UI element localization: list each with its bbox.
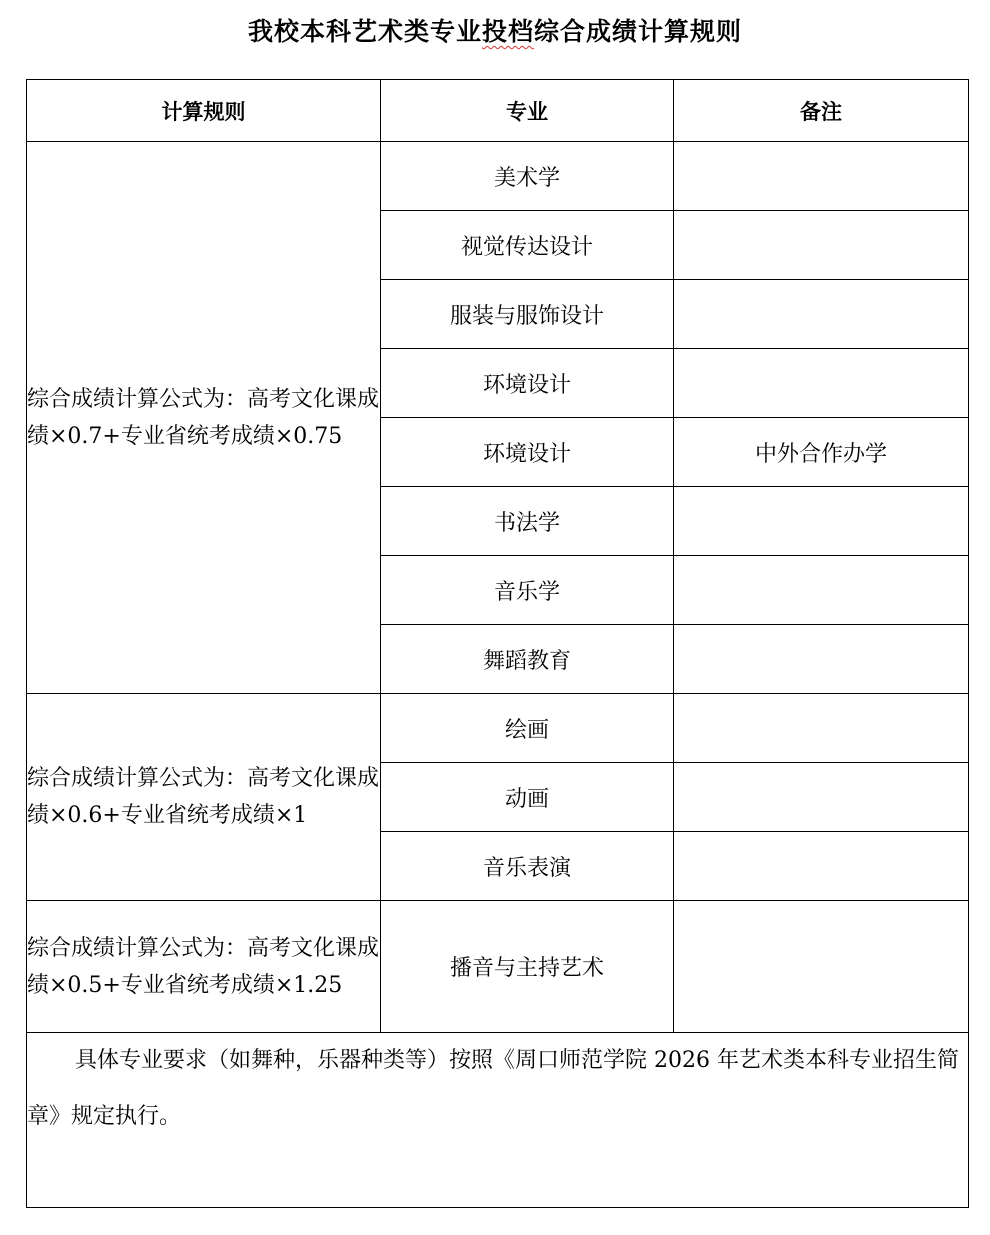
major-cell: 环境设计 [381,418,674,487]
note-cell [674,625,969,694]
title-text: 我校本科艺术类专业 [247,17,482,46]
rule-formula-1: 综合成绩计算公式为：高考文化课成绩×0.7+专业省统考成绩×0.75 [27,142,381,694]
rule-formula-3: 综合成绩计算公式为：高考文化课成绩×0.5+专业省统考成绩×1.25 [27,901,381,1033]
note-cell [674,832,969,901]
header-note: 备注 [674,80,969,142]
major-cell: 书法学 [381,487,674,556]
header-major: 专业 [381,80,674,142]
major-cell: 舞蹈教育 [381,625,674,694]
title-text-end: 综合成绩计算规则 [534,17,743,46]
note-cell [674,280,969,349]
note-cell [674,142,969,211]
major-cell: 音乐学 [381,556,674,625]
header-row [27,80,969,142]
major-cell: 动画 [381,763,674,832]
major-cell: 美术学 [381,142,674,211]
major-cell: 视觉传达设计 [381,211,674,280]
footnote: 具体专业要求（如舞种，乐器种类等）按照《周口师范学院 2026 年艺术类本科专业招生简章》规定执行。 [27,1033,969,1208]
table-row [27,142,969,211]
note-cell [674,349,969,418]
footnote-row [27,1033,969,1208]
note-cell [674,901,969,1033]
major-cell: 播音与主持艺术 [381,901,674,1033]
note-cell [674,487,969,556]
table-row [27,901,969,1033]
rule-formula-2: 综合成绩计算公式为：高考文化课成绩×0.6+专业省统考成绩×1 [27,694,381,901]
note-cell [674,556,969,625]
table-row [27,694,969,763]
note-cell [674,694,969,763]
major-cell: 音乐表演 [381,832,674,901]
note-cell [674,211,969,280]
note-cell [674,763,969,832]
major-cell: 环境设计 [381,349,674,418]
header-rule: 计算规则 [27,80,381,142]
major-cell: 绘画 [381,694,674,763]
note-cell: 中外合作办学 [674,418,969,487]
title-spellcheck-mark: 投档 [481,17,534,46]
major-cell: 服装与服饰设计 [381,280,674,349]
rules-table [26,79,969,1208]
page-title [0,12,990,48]
